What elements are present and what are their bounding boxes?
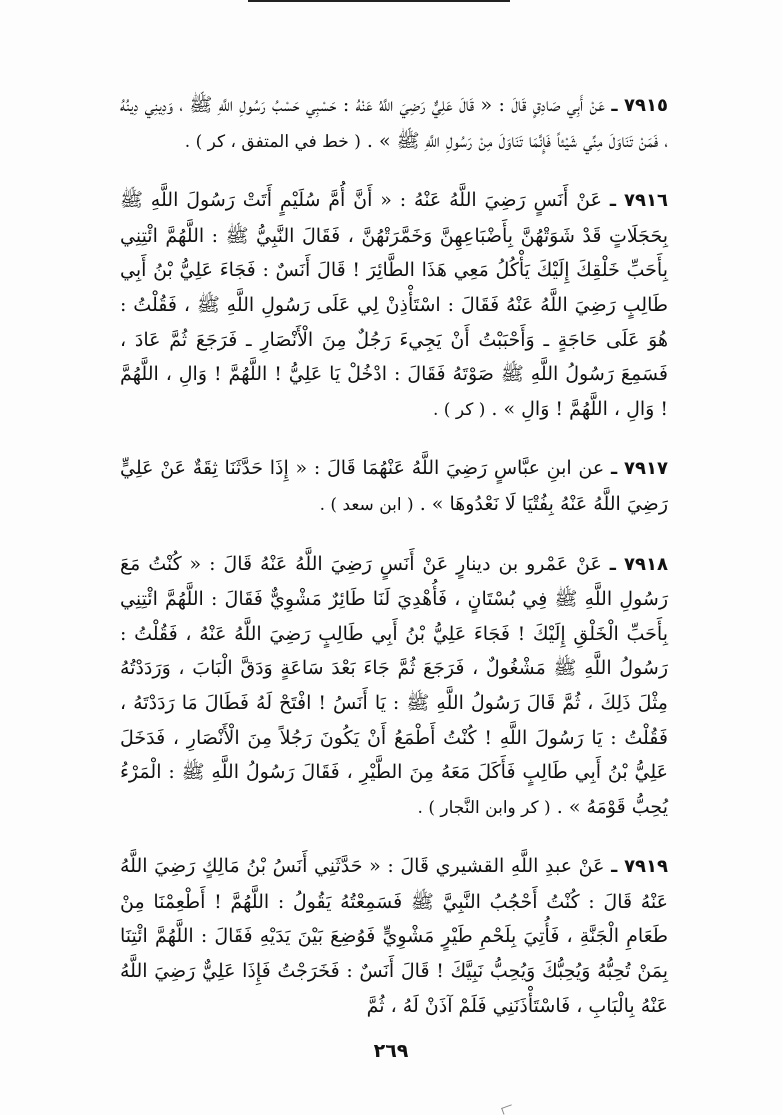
page-number: ٢٦٩ xyxy=(373,1040,409,1062)
hadith-source: ( ابن سعد ) . xyxy=(319,494,414,515)
hadith-text: عن ابنِ عبَّاسٍ رَضِيَ اللَّهُ عَنْهُمَا قَالَ : « إِذَا حَدَّثَنَا ثِقَةٌ عَنْ عَلِيٍّ رَضِيَ اللَّهُ عَنْهُ بِفُتْيَا لَا نَعْدُوهَا » . xyxy=(120,457,668,515)
hadith-number: ٧٩١٦ ـ xyxy=(609,190,668,212)
hadith-text: عَنْ أَبِي صَادِقٍ قَالَ : « قَالَ عَلِيٌّ رَضِيَ اللَّهُ عَنْهُ : حَسْبِي حَسْبُ رَسُولِ اللَّهِ ﷺ ، وَدِينِي دِينُهُ ، فَمَنْ تَنَاوَلَ مِنِّي شَيْئاً فَإِنَّمَا تَنَاوَلَ مِنْ رَسُولِ اللَّهِ ﷺ » . xyxy=(120,94,668,152)
hadith-number: ٧٩١٩ ـ xyxy=(611,856,669,878)
hadith-source: ( كر وابن النَّجار ) . xyxy=(417,797,551,818)
hadith-7919 xyxy=(120,849,668,1023)
hadith-7916 xyxy=(120,183,668,427)
text-column xyxy=(120,88,668,1047)
scan-mark xyxy=(501,1104,514,1114)
hadith-number: ٧٩١٧ ـ xyxy=(610,458,668,480)
hadith-7918 xyxy=(120,547,668,826)
hadith-7917 xyxy=(120,451,668,522)
hadith-text: عَنْ أَنَسٍ رَضِيَ اللَّهُ عَنْهُ : « أَنَّ أُمَّ سُلَيْمٍ أَتَتْ رَسُولَ اللَّهِ ﷺ بِحَجَلَاتٍ قَدْ شَوَتْهُنَّ بِأَضْبَاعِهِنَّ وَخَمَّرَتْهُنَّ ، فَقَالَ النَّبِيُّ ﷺ : اللَّهُمَّ ائْتِنِي بِأَحَبِّ خَلْقِكَ إِلَيْكَ يَأْكُلُ مَعِي هَذَا الطَّائِرَ ! قَالَ أَنَسٌ : فَجَاءَ عَلِيُّ بْنُ أَبِي طَالِبٍ رَضِيَ اللَّهُ عَنْهُ فَقَالَ : اسْتَأْذِنْ لِي عَلَى رَسُولِ اللَّهِ ﷺ ، فَقُلْتُ : هُوَ عَلَى حَاجَةٍ ـ وَأَحْبَبْتُ أَنْ يَجِيءَ رَجُلٌ مِنَ الْأَنْصَارِ ـ فَرَجَعَ ثُمَّ عَادَ ، فَسَمِعَ رَسُولُ اللَّهِ ﷺ صَوْتَهُ فَقَالَ : ادْخُلْ يَا عَلِيُّ ! اللَّهُمَّ ! وَالِ ، اللَّهُمَّ ! وَالِ ، اللَّهُمَّ ! وَالِ » . xyxy=(120,189,668,420)
hadith-source: ( كر ) . xyxy=(432,399,486,420)
top-rule xyxy=(248,0,510,2)
hadith-source: ( خط في المتفق ، كر ) . xyxy=(184,131,361,152)
hadith-text: عَنْ عبدِ اللَّهِ القشيري قَالَ : « حَدَّثَنِي أَنَسُ بْنُ مَالِكٍ رَضِيَ اللَّهُ عَنْهُ قَالَ : كُنْتُ أَحْجُبُ النَّبِيَّ ﷺ فَسَمِعْتُهُ يَقُولُ : اللَّهُمَّ ! أَطْعِمْنَا مِنْ طَعَامِ الْجَنَّةِ ، فَأُتِيَ بِلَحْمِ طَيْرٍ مَشْوِيٍّ فَوُضِعَ بَيْنَ يَدَيْهِ فَقَالَ : اللَّهُمَّ ائْتِنَا بِمَنْ تُحِبُّهُ وَيُحِبُّكَ وَيُحِبُّ نَبِيَّكَ ! قَالَ أَنَسٌ : فَخَرَجْتُ فَإِذَا عَلِيٌّ رَضِيَ اللَّهُ عَنْهُ بِالْبَابِ ، فَاسْتَأْذَنَنِي فَلَمْ آذَنْ لَهُ ، ثُمَّ xyxy=(120,855,668,1017)
hadith-7915 xyxy=(120,88,668,159)
hadith-number: ٧٩١٨ ـ xyxy=(609,553,668,575)
hadith-number: ٧٩١٥ ـ xyxy=(611,95,668,116)
hadith-text: عَنْ عَمْرو بن دينارٍ عَنْ أَنَسٍ رَضِيَ اللَّهُ عَنْهُ قَالَ : « كُنْتُ مَعَ رَسُولِ اللَّهِ ﷺ فِي بُسْتَانٍ ، فَأُهْدِيَ لَنَا طَائِرٌ مَشْوِيٌّ فَقَالَ : اللَّهُمَّ ائْتِنِي بِأَحَبِّ الْخَلْقِ إِلَيْكَ ! فَجَاءَ عَلِيُّ بْنُ أَبِي طَالِبٍ رَضِيَ اللَّهُ عَنْهُ ، فَقُلْتُ : رَسُولُ اللَّهِ ﷺ مَشْغُولٌ ، فَرَجَعَ ثُمَّ جَاءَ بَعْدَ سَاعَةٍ وَدَقَّ الْبَابَ ، وَرَدَدْتُهُ مِثْلَ ذَلِكَ ، ثُمَّ قَالَ رَسُولُ اللَّهِ ﷺ : يَا أَنَسُ ! افْتَحْ لَهُ فَطَالَ مَا رَدَدْتَهُ ، فَقُلْتُ : يَا رَسُولَ اللَّهِ ! كُنْتُ أَطْمَعُ أَنْ يَكُونَ رَجُلاً مِنَ الْأَنْصَارِ ، فَدَخَلَ عَلِيُّ بْنُ أَبِي طَالِبٍ فَأَكَلَ مَعَهُ مِنَ الطَّيْرِ ، فَقَالَ رَسُولُ اللَّهِ ﷺ : الْمَرْءُ يُحِبُّ قَوْمَهُ » . xyxy=(120,552,668,818)
